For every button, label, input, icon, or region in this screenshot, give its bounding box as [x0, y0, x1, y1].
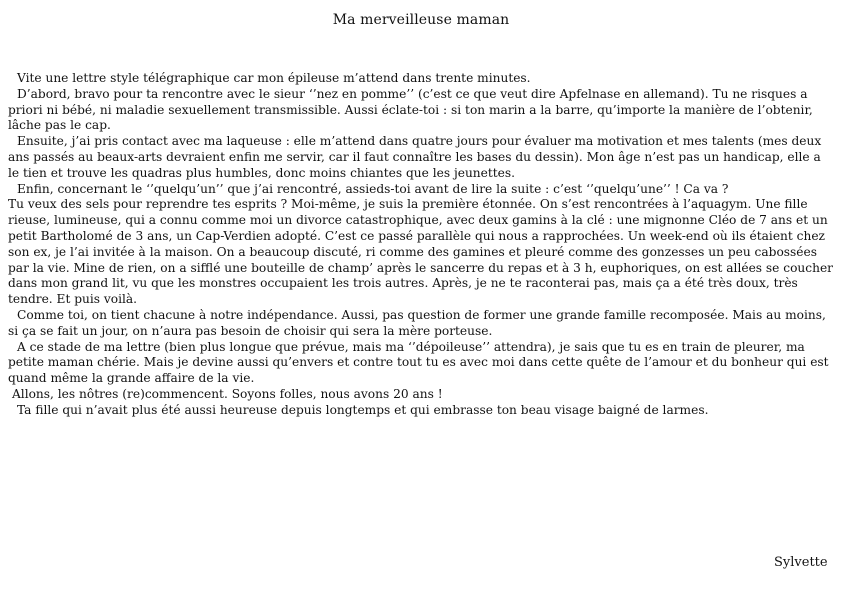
paragraph-second: Ensuite, j’ai pris contact avec ma laqueuse : elle m’attend dans quatre jours pour évaluer ma motivation et mes talents (mes deux ans passés au beaux-arts devraient enfin me servir, car il faut connaître les bases du dessin). Mon âge n’est pas un handicap, elle a le tien et trouve les quadras plus humbles, donc moins chiantes que les jeunettes. — [8, 134, 822, 180]
paragraph-intro: Vite une lettre style télégraphique car mon épileuse m’attend dans trente minutes. — [17, 71, 531, 85]
paragraph-third: Enfin, concernant le ‘’quelqu’un’’ que j’ai rencontré, assieds-toi avant de lire la suite : c’est ‘’quelqu’une’’ ! Ca va ? — [17, 181, 729, 196]
paragraph-closing: Ta fille qui n’avait plus été aussi heureuse depuis longtemps et qui embrasse ton beau visage baigné de larmes. — [17, 402, 709, 417]
paragraph-restart: Allons, les nôtres (re)commencent. Soyons folles, nous avons 20 ans ! — [12, 386, 443, 401]
letter-body — [8, 71, 834, 419]
paragraph-independence: Comme toi, on tient chacune à notre indépendance. Aussi, pas question de former une grande famille recomposée. Mais au moins, si ça se fait un jour, on n’aura pas besoin de choisir qui sera la mère porteuse. — [8, 307, 826, 338]
paragraph-first: D’abord, bravo pour ta rencontre avec le sieur ‘’nez en pomme’’ (c’est ce que veut dire Apfelnase en allemand). Tu ne risques a priori ni bébé, ni maladie sexuellement transmissible. Aussi éclate-toi : si ton marin a la barre, qu’importe la manière de l’obtenir, lâche pas le cap. — [8, 86, 813, 133]
paragraph-story: Tu veux des sels pour reprendre tes esprits ? Moi-même, je suis la première étonnée. On s’est rencontrées à l’aquagym. Une fille rieuse, lumineuse, qui a connu comme moi un divorce catastrophique, avec deux gamins à la clé : une mignonne Cléo de 7 ans et un petit Bartholomé de 3 ans, un Cap-Verdien adopté. C’est ce passé parallèle qui nous a rapprochées. Un week-end où ils étaient chez son ex, je l’ai invitée à la maison. On a beaucoup discuté, ri comme des gamines et pleuré comme des gonzesses un peu cabossées par la vie. Mine de rien, on a sifflé une bouteille de champ’ après le sancerre du repas et à 3 h, euphoriques, on est allées se coucher dans mon grand lit, vu que les monstres occupaient les trois autres. Après, je ne te raconterai pas, mais ça a été très doux, très tendre. Et puis voilà. — [8, 197, 833, 307]
letter-title: Ma merveilleuse maman — [332, 12, 510, 28]
signature: Sylvette — [774, 555, 828, 570]
paragraph-crying: A ce stade de ma lettre (bien plus longue que prévue, mais ma ‘’dépoileuse’’ attendra), je sais que tu es en train de pleurer, ma petite maman chérie. Mais je devine aussi qu’envers et contre tout tu es avec moi dans cette quête de l’amour et du bonheur qui est quand même la grande affaire de la vie. — [8, 339, 829, 386]
